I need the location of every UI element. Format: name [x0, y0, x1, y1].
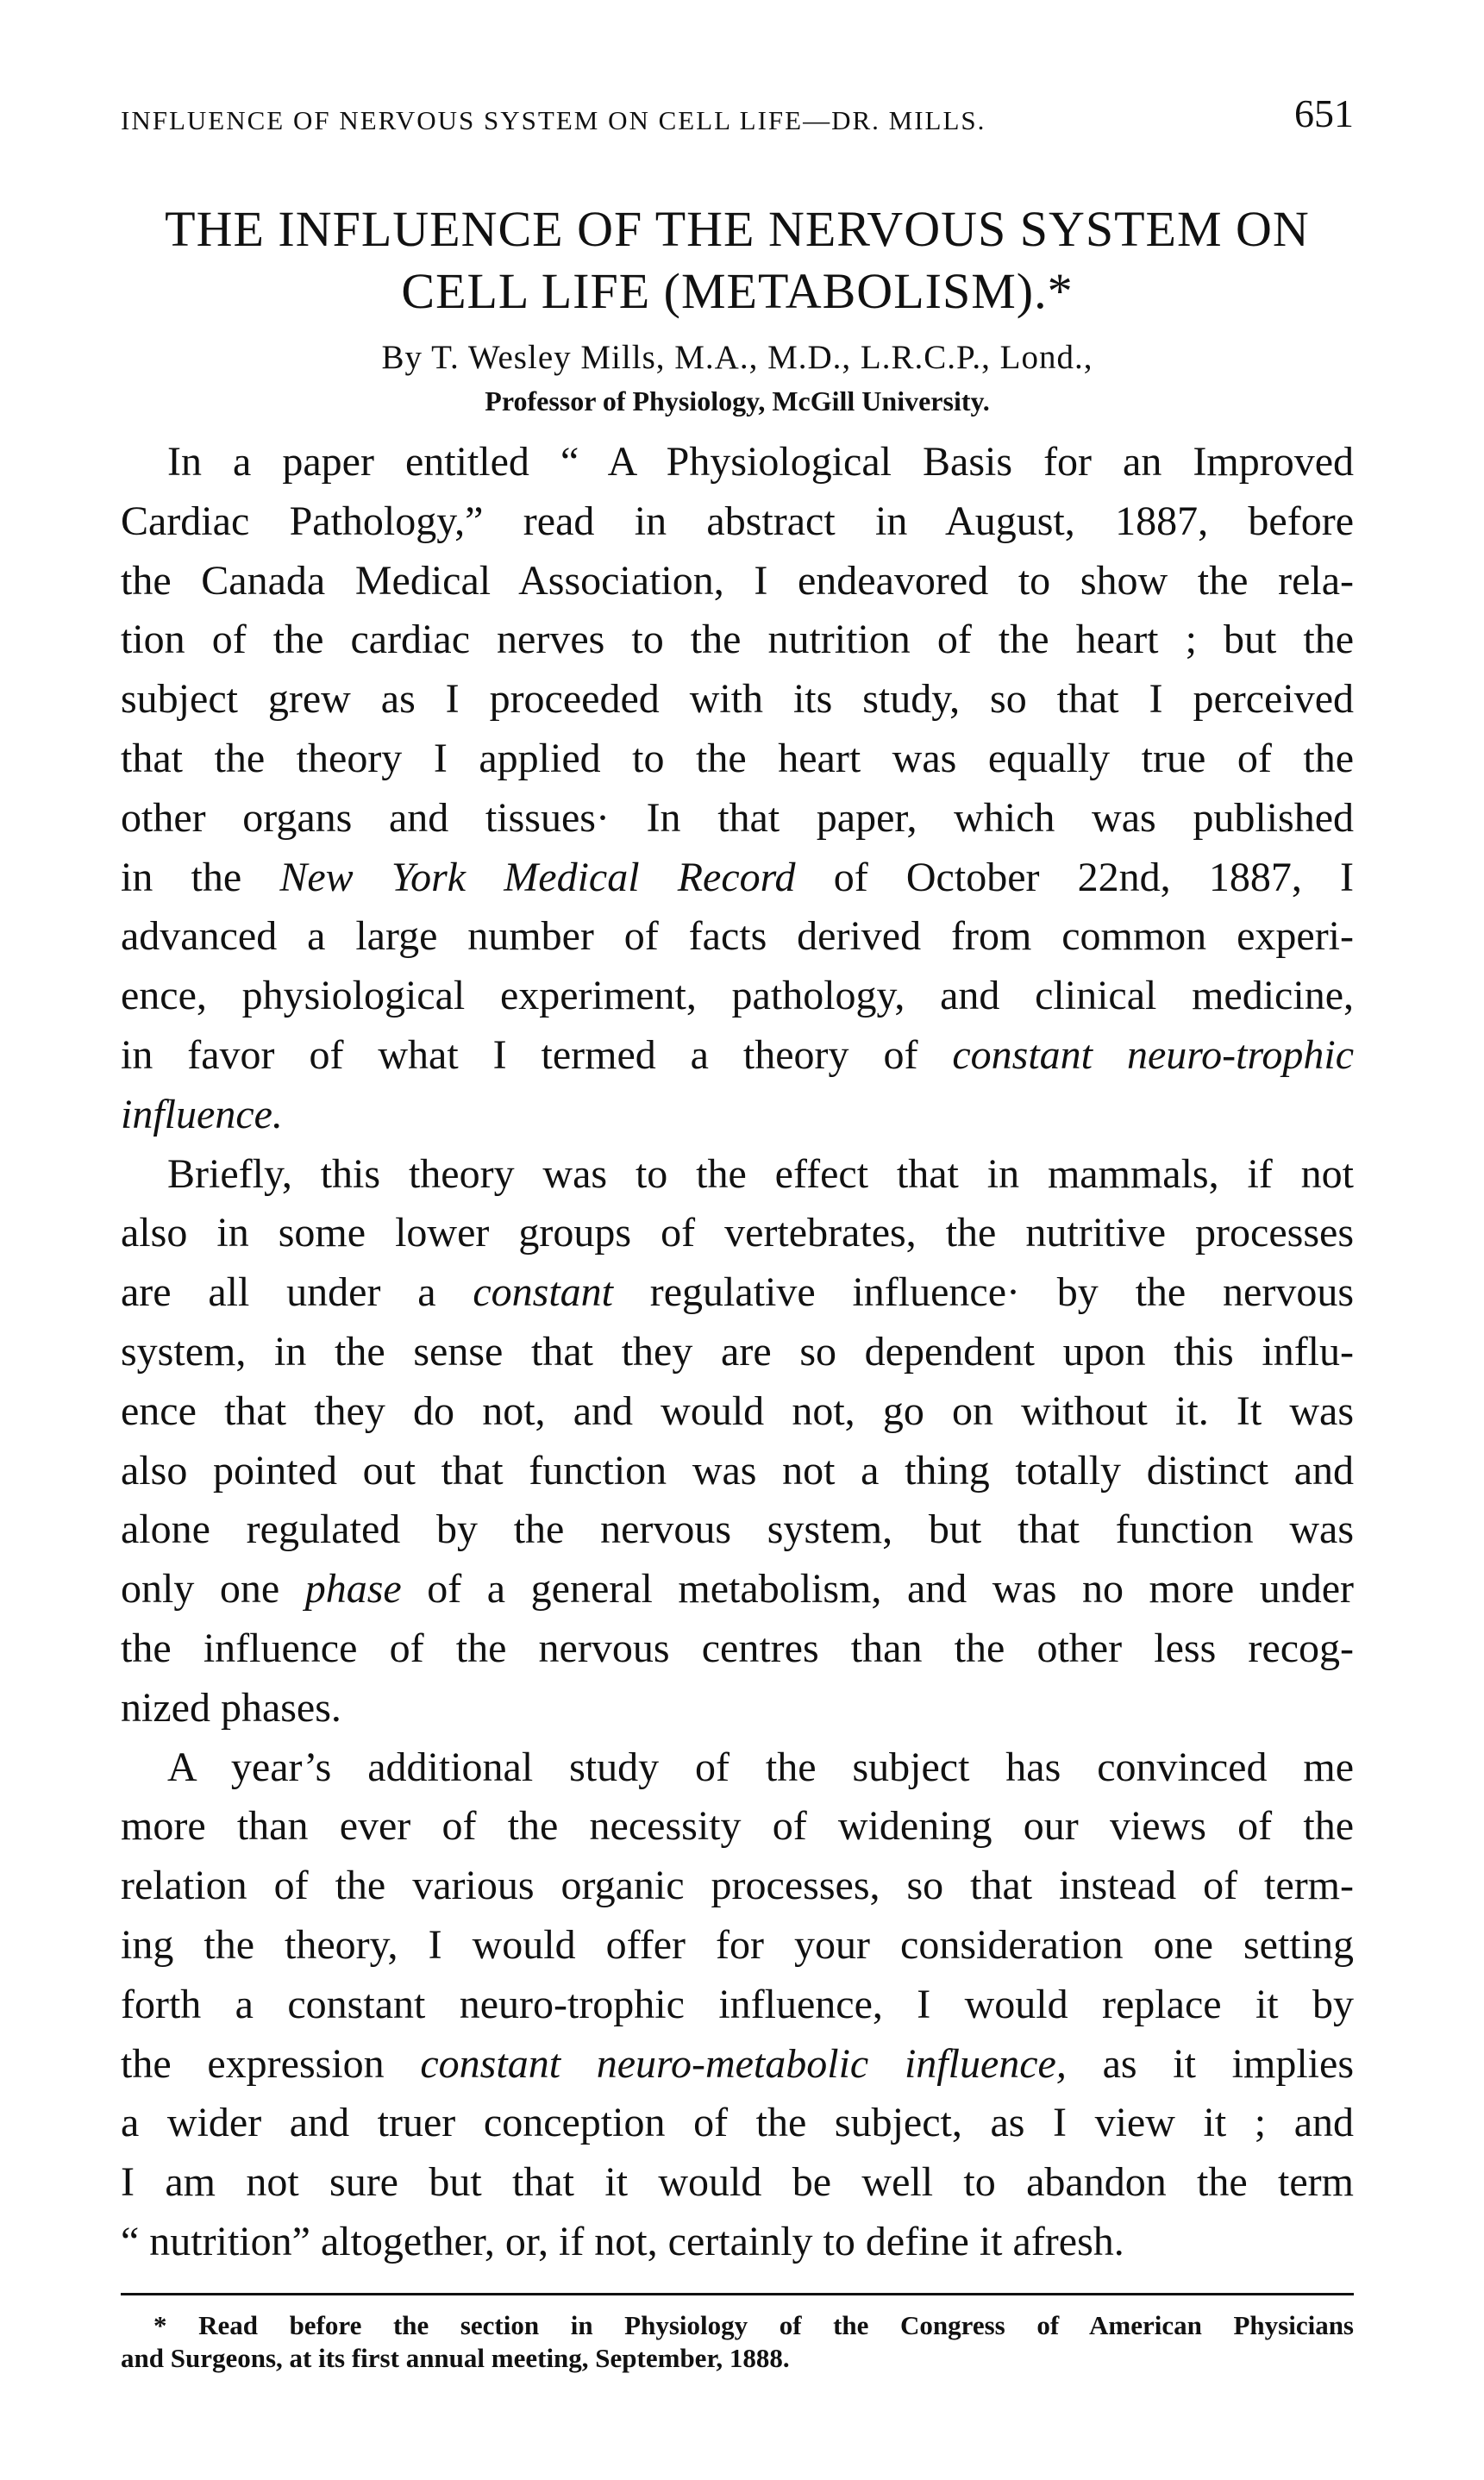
text-line: the influence of the nervous centres than the other less recog-	[121, 1625, 1354, 1671]
text-segment: are all under a	[121, 1269, 473, 1316]
running-head-title: INFLUENCE OF NERVOUS SYSTEM ON CELL LIFE—DR. MILLS.	[121, 105, 986, 135]
text-line: that the theory I applied to the heart was equally true of the	[121, 735, 1354, 781]
text-segment: as it implies	[1066, 2040, 1354, 2087]
text-line: the Canada Medical Association, I endeavored to show the rela-	[121, 557, 1354, 604]
emphasized-term: constant neuro-trophic	[952, 1031, 1354, 1078]
article-title	[121, 198, 1354, 323]
text-line	[121, 849, 1354, 908]
text-line: nized phases.	[121, 1684, 341, 1731]
article-title-line-2: CELL LIFE (METABOLISM).*	[401, 263, 1074, 319]
text-line	[121, 1263, 1354, 1323]
paragraph	[121, 433, 1354, 1145]
text-line: a wider and truer conception of the subject, as I view it ; and	[121, 2100, 1354, 2146]
text-segment: of a general metabolism, and was no more under	[401, 1566, 1354, 1613]
text-line: In a paper entitled “ A Physiological Basis for an Improved	[167, 439, 1354, 485]
footnote	[121, 2309, 1354, 2375]
text-line: advanced a large number of facts derived from common experi-	[121, 913, 1354, 960]
page-number: 651	[1294, 91, 1354, 135]
paragraph	[121, 1145, 1354, 1738]
text-line: subject grew as I proceeded with its study, so that I perceived	[121, 676, 1354, 723]
text-line: alone regulated by the nervous system, but that function was	[121, 1506, 1354, 1553]
text-segment: regulative influence· by the nervous	[612, 1269, 1354, 1316]
emphasized-term: constant	[473, 1269, 613, 1316]
text-line	[121, 1026, 1354, 1086]
text-segment: of October 22nd, 1887, I	[795, 854, 1355, 900]
text-line: I am not sure but that it would be well to abandon the term	[121, 2159, 1354, 2206]
author-affiliation: Professor of Physiology, McGill University.	[485, 385, 990, 416]
text-line: A year’s additional study of the subject has convinced me	[167, 1744, 1354, 1790]
emphasized-term: phase	[304, 1566, 402, 1613]
article-body	[121, 433, 1354, 2272]
text-segment: in favor of what I termed a theory of	[121, 1031, 953, 1078]
emphasized-term: influence.	[121, 1091, 283, 1137]
text-line	[121, 1560, 1354, 1619]
running-head	[121, 93, 1354, 136]
text-line: more than ever of the necessity of widening our views of the	[121, 1803, 1354, 1850]
text-line: forth a constant neuro-trophic influence, I would replace it by	[121, 1981, 1354, 2027]
text-line	[121, 2035, 1354, 2095]
text-line	[121, 1086, 1354, 1145]
footnote-line: and Surgeons, at its first annual meeting, September, 1888.	[121, 2343, 790, 2373]
journal-name: New York Medical Record	[279, 854, 796, 900]
text-line: Briefly, this theory was to the effect that in mammals, if not	[167, 1150, 1354, 1197]
text-line: system, in the sense that they are so dependent upon this influ-	[121, 1328, 1354, 1375]
author-byline: By T. Wesley Mills, M.A., M.D., L.R.C.P., Lond.,	[381, 339, 1093, 376]
text-line: tion of the cardiac nerves to the nutrition of the heart ; but the	[121, 617, 1354, 663]
text-line: also in some lower groups of vertebrates, the nutritive processes	[121, 1210, 1354, 1256]
text-segment: only one	[121, 1566, 305, 1613]
footnote-line: * Read before the section in Physiology of the Congress of American Physicians	[153, 2310, 1354, 2340]
text-line: other organs and tissues· In that paper, which was published	[121, 794, 1354, 841]
text-line: ence that they do not, and would not, go on without it. It was	[121, 1387, 1354, 1434]
text-line: ence, physiological experiment, pathology, and clinical medicine,	[121, 973, 1354, 1019]
emphasized-term: constant neuro-metabolic influence,	[420, 2040, 1067, 2087]
journal-page	[121, 0, 1354, 2480]
article-title-line-1: THE INFLUENCE OF THE NERVOUS SYSTEM ON	[165, 201, 1310, 257]
text-segment: in the	[121, 854, 280, 900]
text-line: ing the theory, I would offer for your consideration one setting	[121, 1921, 1354, 1968]
footnote-divider	[121, 2293, 1354, 2295]
text-line: “ nutrition” altogether, or, if not, certainly to define it afresh.	[121, 2218, 1124, 2264]
text-segment: the expression	[121, 2040, 421, 2087]
text-line: relation of the various organic processes, so that instead of term-	[121, 1863, 1354, 1909]
paragraph	[121, 1738, 1354, 2272]
text-line: Cardiac Pathology,” read in abstract in August, 1887, before	[121, 498, 1354, 544]
text-line: also pointed out that function was not a thing totally distinct and	[121, 1447, 1354, 1494]
